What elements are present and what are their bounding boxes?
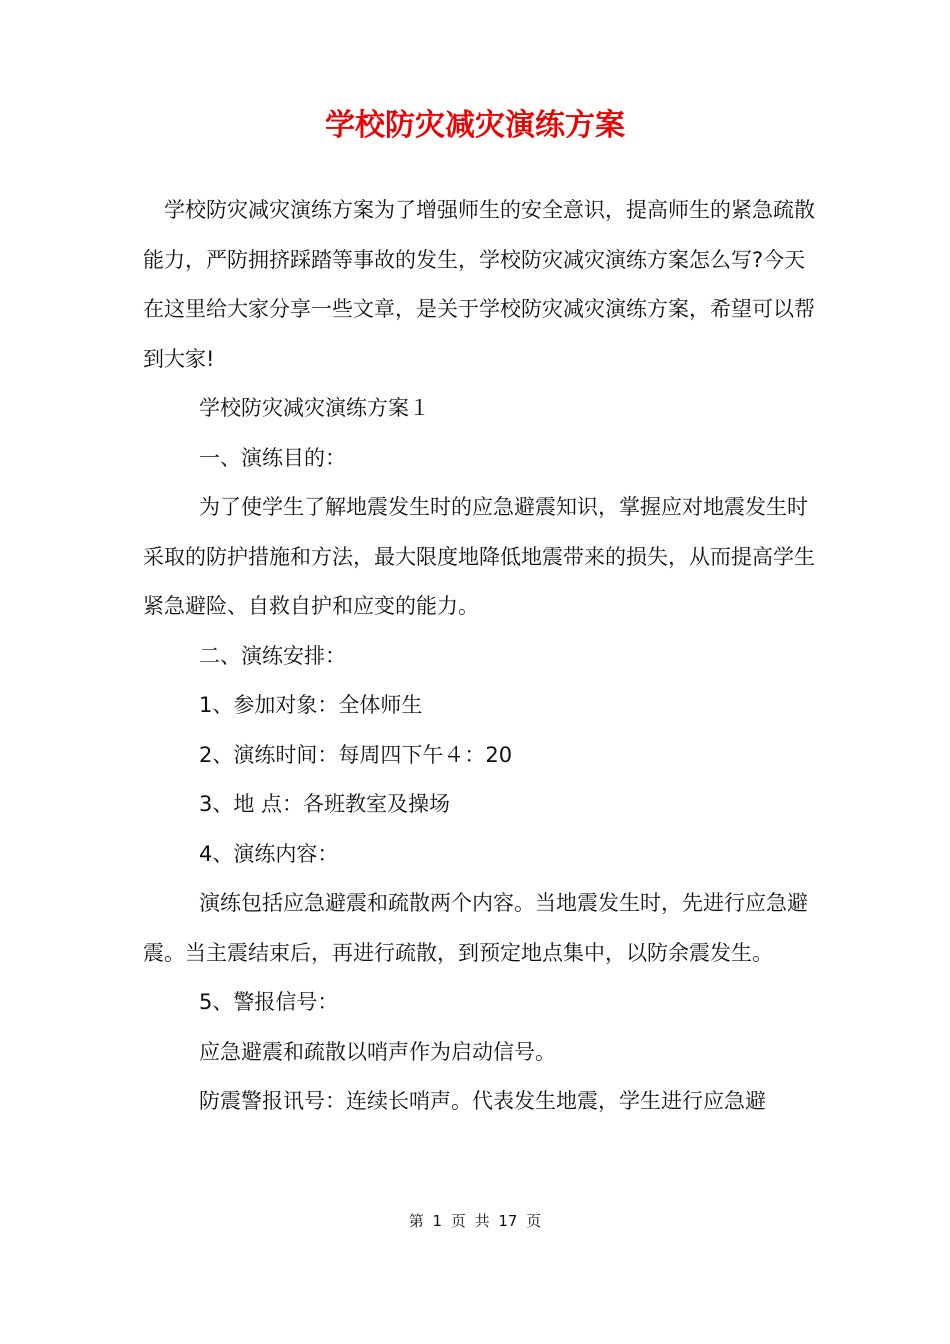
list-item: 4、演练内容： [199,841,339,866]
section-heading: 学校防灾减灾演练方案１ [199,396,430,420]
list-item: 3、地 点：各班教室及操场 [199,792,451,816]
purpose-paragraph: 为了使学生了解地震发生时的应急避震知识，掌握应对地震发生时采取的防护措施和方法，最大限度地降低地震带来的损失，从而提高学生紧急避险、自救自护和应变的能力。 [143,495,815,618]
content-paragraph: 演练包括应急避震和疏散两个内容。当地震发生时，先进行应急避震。当主震结束后，再进行疏散，到预定地点集中，以防余震发生。 [143,891,808,965]
document-title: 学校防灾减灾演练方案 [325,108,625,143]
document-body [143,186,815,1127]
list-item: 5、警报信号： [199,990,339,1014]
subheading-arrangement: 二、演练安排： [199,643,346,668]
alarm-paragraph: 防震警报讯号：连续长哨声。代表发生地震，学生进行应急避 [199,1089,766,1113]
page-footer: 第 1 页 共 17 页 [408,1212,542,1230]
signal-paragraph: 应急避震和疏散以哨声作为启动信号。 [199,1039,556,1064]
subheading-purpose: 一、演练目的： [199,445,346,470]
intro-paragraph: 学校防灾减灾演练方案为了增强师生的安全意识，提高师生的紧急疏散能力，严防拥挤踩踏等事故的发生，学校防灾减灾演练方案怎么写?今天在这里给大家分享一些文章，是关于学校防灾减灾演练方案，希望可以帮到大家! [143,198,815,371]
list-item: 2、演练时间：每周四下午４：20 [199,742,513,767]
list-item: 1、参加对象：全体师生 [199,693,423,717]
